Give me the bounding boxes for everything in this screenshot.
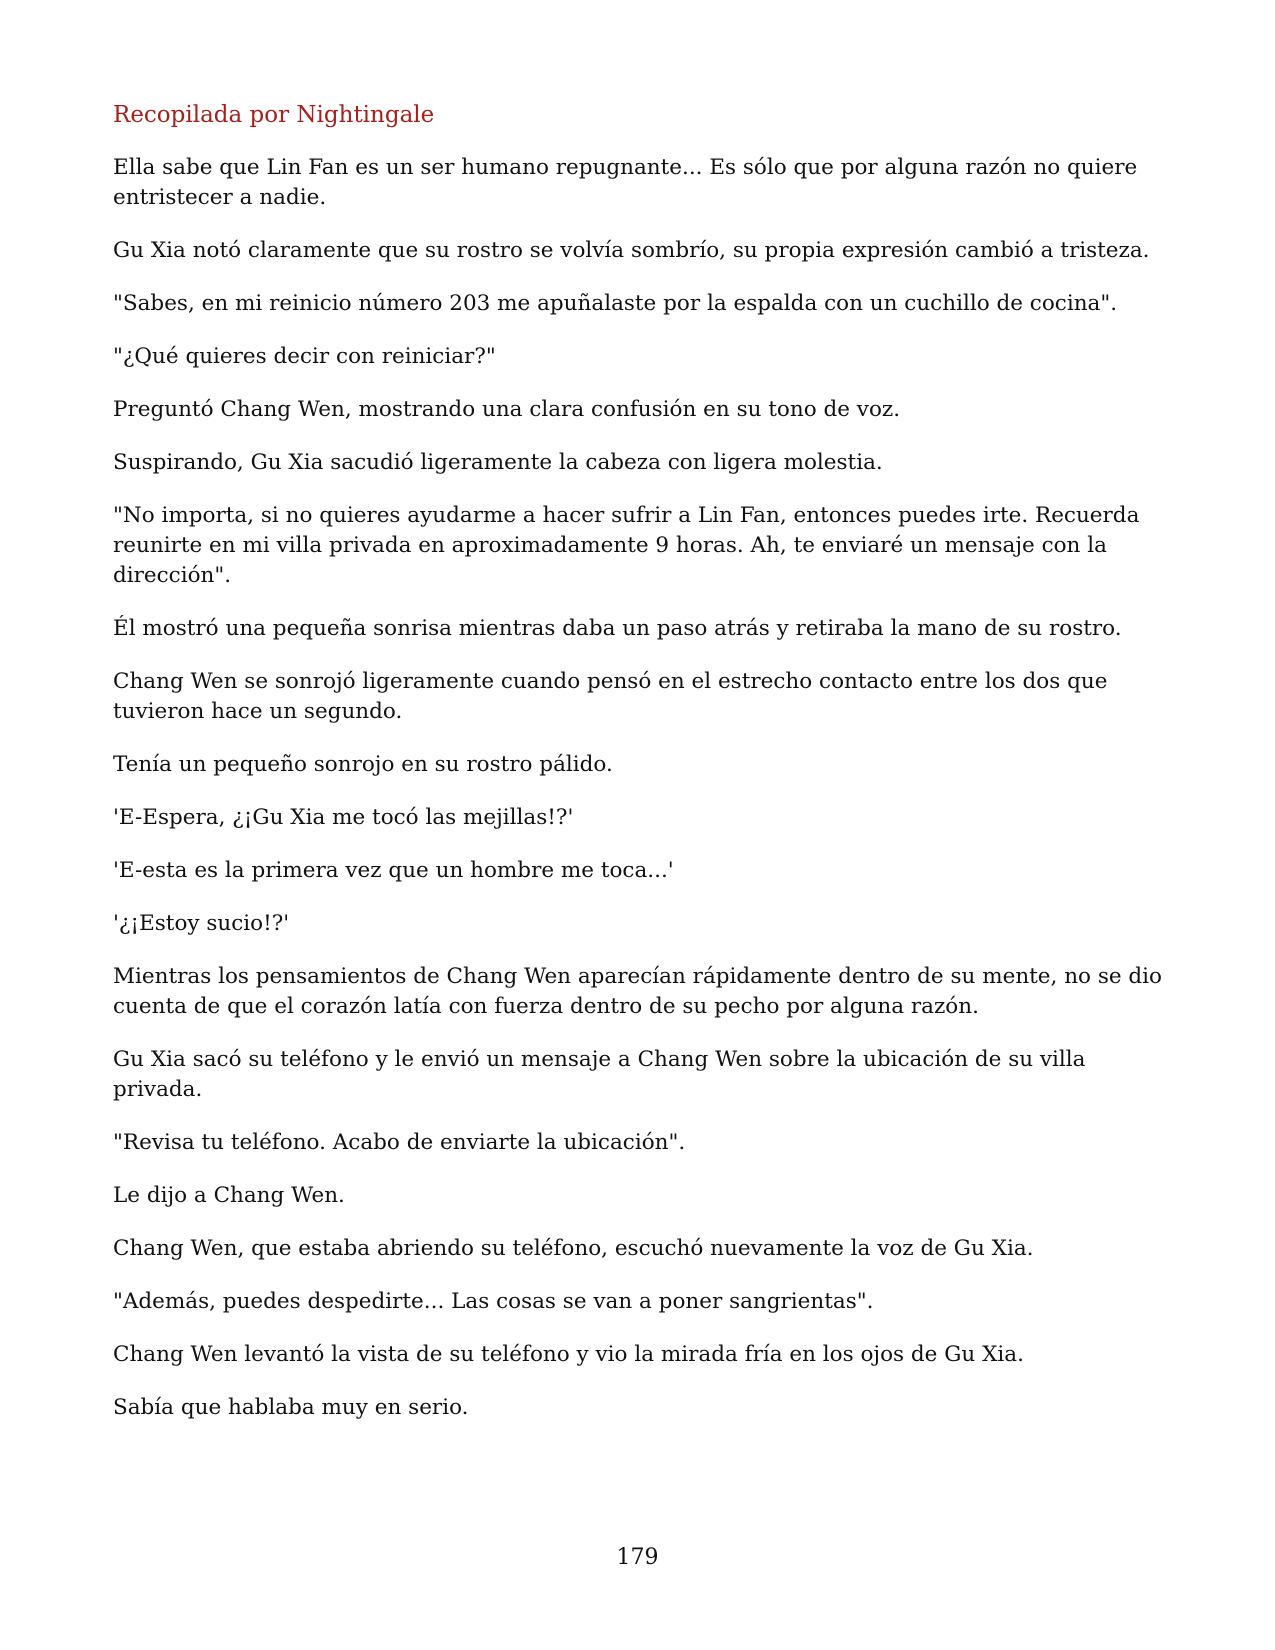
page-content: [113, 100, 1173, 1446]
paragraph: Le dijo a Chang Wen.: [113, 1183, 345, 1208]
paragraph: Él mostró una pequeña sonrisa mientras daba un paso atrás y retiraba la mano de su rostro.: [113, 616, 1122, 641]
paragraph: Sabía que hablaba muy en serio.: [113, 1395, 469, 1420]
paragraph: "Revisa tu teléfono. Acabo de enviarte la ubicación".: [113, 1130, 686, 1155]
paragraph: Gu Xia notó claramente que su rostro se volvía sombrío, su propia expresión cambió a tristeza.: [113, 238, 1150, 263]
paragraph: 'E-Espera, ¿¡Gu Xia me tocó las mejillas!?': [113, 805, 574, 830]
paragraph: '¿¡Estoy sucio!?': [113, 911, 290, 936]
paragraph: Suspirando, Gu Xia sacudió ligeramente la cabeza con ligera molestia.: [113, 450, 883, 475]
paragraph: Mientras los pensamientos de Chang Wen aparecían rápidamente dentro de su mente, no se dio cuenta de que el corazón latía con fuerza dentro de su pecho por alguna razón.: [113, 964, 1162, 1019]
paragraph: "Además, puedes despedirte... Las cosas se van a poner sangrientas".: [113, 1289, 874, 1314]
paragraph: Preguntó Chang Wen, mostrando una clara confusión en su tono de voz.: [113, 397, 901, 422]
paragraph: Chang Wen, que estaba abriendo su teléfono, escuchó nuevamente la voz de Gu Xia.: [113, 1236, 1034, 1261]
paragraph: Tenía un pequeño sonrojo en su rostro pálido.: [113, 752, 613, 777]
paragraph: Chang Wen se sonrojó ligeramente cuando pensó en el estrecho contacto entre los dos que tuvieron hace un segundo.: [113, 669, 1108, 724]
paragraph: 'E-esta es la primera vez que un hombre me toca...': [113, 858, 674, 883]
paragraph: "No importa, si no quieres ayudarme a hacer sufrir a Lin Fan, entonces puedes irte. Recuerda reunirte en mi villa privada en aproximadamente 9 horas. Ah, te enviaré un mensaje con la dirección".: [113, 503, 1140, 588]
paragraph: Gu Xia sacó su teléfono y le envió un mensaje a Chang Wen sobre la ubicación de su villa privada.: [113, 1047, 1086, 1102]
paragraph: "Sabes, en mi reinicio número 203 me apuñalaste por la espalda con un cuchillo de cocina".: [113, 291, 1118, 316]
paragraph: Chang Wen levantó la vista de su teléfono y vio la mirada fría en los ojos de Gu Xia.: [113, 1342, 1024, 1367]
page-number: 179: [616, 1545, 659, 1570]
paragraph: "¿Qué quieres decir con reiniciar?": [113, 344, 496, 369]
compiler-credit-header: Recopilada por Nightingale: [113, 102, 435, 128]
paragraph: Ella sabe que Lin Fan es un ser humano repugnante... Es sólo que por alguna razón no quiere entristecer a nadie.: [113, 155, 1138, 210]
